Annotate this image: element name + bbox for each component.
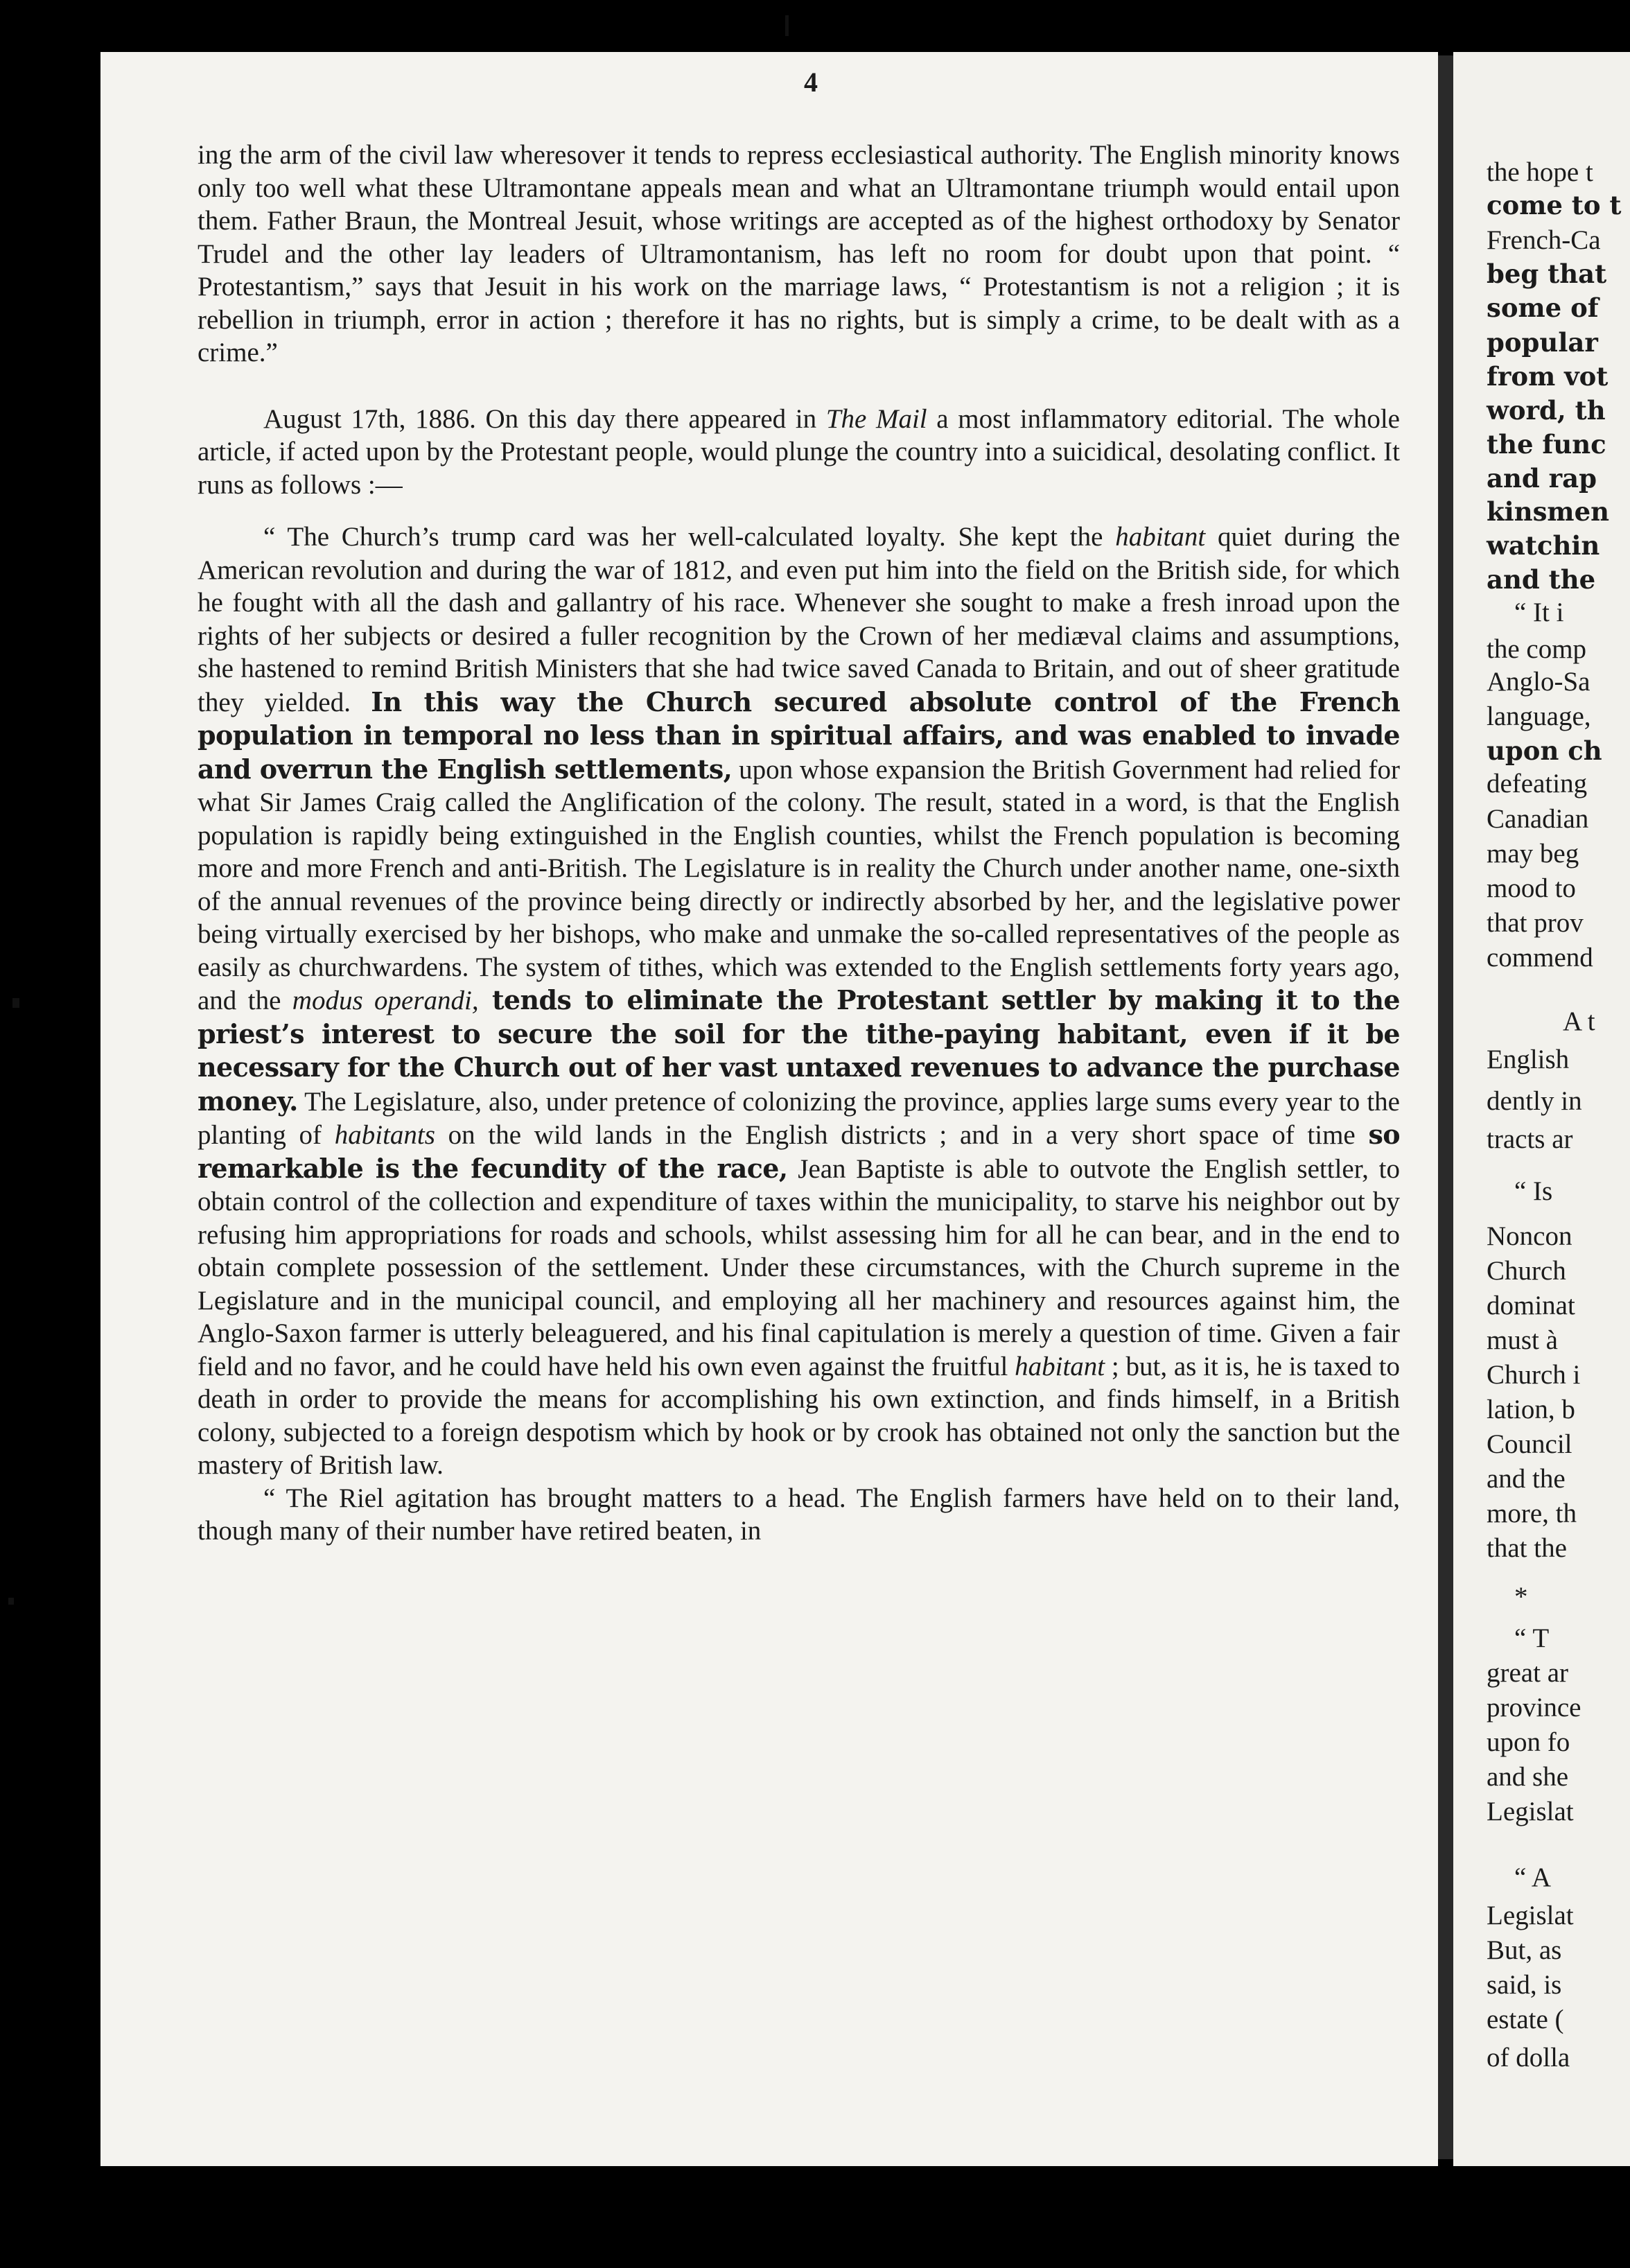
- right-page-line: may beg: [1487, 839, 1579, 869]
- right-page-line: from vot: [1487, 361, 1609, 392]
- right-page-line: some of: [1487, 293, 1599, 323]
- right-page-line: great ar: [1487, 1658, 1568, 1688]
- bold-passage-tithes: tends to eliminate the Protestant settler by making it to the priest’s interest to secure the soil for the tithe-paying habitant, even if it be necessary for the Church out of her vast untaxed revenues to advance the purchase money.: [198, 984, 1400, 1117]
- right-page-line: tracts ar: [1487, 1124, 1573, 1154]
- right-page-line: Council: [1487, 1429, 1572, 1459]
- scan-speck: [785, 15, 789, 36]
- right-page-line: estate (: [1487, 2005, 1564, 2034]
- right-page-line: province: [1487, 1693, 1581, 1722]
- right-page-line: must à: [1487, 1325, 1558, 1355]
- right-page-line: “ Is: [1514, 1176, 1553, 1206]
- right-page-line: the hope t: [1487, 157, 1593, 187]
- right-page-line: commend: [1487, 943, 1593, 972]
- right-page-line: A t: [1563, 1006, 1595, 1036]
- right-page-line: of dolla: [1487, 2043, 1570, 2073]
- right-page-line: Legislat: [1487, 1901, 1574, 1930]
- right-page-line: word, th: [1487, 395, 1606, 426]
- scan-speck: [8, 1598, 14, 1605]
- right-page: [1453, 52, 1630, 2166]
- right-page-line: and rap: [1487, 463, 1597, 494]
- right-page-line: Anglo-Sa: [1487, 667, 1590, 697]
- right-page-line: more, th: [1487, 1499, 1577, 1528]
- right-page-line: But, as: [1487, 1935, 1562, 1965]
- right-page-line: “ It i: [1514, 597, 1564, 627]
- right-page-line: English: [1487, 1045, 1570, 1074]
- paragraph-ultramontane: ing the arm of the civil law wheresover it tends to repress ecclesiastical authority. The English minority knows only too well what these Ultramontane appeals mean and what an Ultramontane triumph would entail upon them. Father Braun, the Montreal Jesuit, whose writings are accepted as of the highest orthodoxy by Senator Trudel and the other lay leaders of Ultramontanism, has left no room for doubt upon that point. “ Protestantism,” says that Jesuit in his work on the marriage laws, “ Protestantism is not a religion ; it is rebellion in triumph, error in action ; therefore it has no rights, but is simply a crime, to be dealt with as a crime.”: [198, 140, 1400, 367]
- quoted-editorial: “ The Church’s trump card was her well-calculated loyalty. She kept the habitant quiet during the American revolution and during the war of 1812, and even put him into the field on the British side, for which he fought with all the dash and gallantry of his race. Whenever she sought to make a fresh inroad upon the rights of her subjects or desired a fuller recognition by the Crown of her mediæval claims and assumptions, she hastened to remind British Ministers that she had twice saved Canada to Britain, and out of sheer gratitude they yielded. In this way the Church secured absolute control of the French population in temporal no less than in spiritual affairs, and was enabled to invade and overrun the English settlements, upon whose expansion the British Government had relied for what Sir James Craig called the Anglification of the colony. The result, stated in a word, is that the English population is rapidly being extinguished in the English counties, whilst the French population is becoming more and more French and anti-British. The Legislature is in reality the Church under another name, one-sixth of the annual revenues of the province being directly or indirectly absorbed by her, and the legislative power being virtually exercised by her bishops, who make and unmake the so-called representatives of the people as easily as churchwardens. The system of tithes, which was extended to the English settlements forty years ago, and the modus operandi, tends to eliminate the Protestant settler by making it to the priest’s interest to secure the soil for the tithe-paying habitant, even if it be necessary for the Church out of her vast untaxed revenues to advance the purchase money. The Legislature, also, under pretence of colonizing the province, applies large sums every year to the planting of habitants on the wild lands in the English districts ; and in a very short space of time so remarkable is the fecundity of the race, Jean Baptiste is able to outvote the English settler, to obtain control of the collection and expenditure of taxes within the municipality, to starve his neighbor out by refusing him appropriations for roads and schools, whilst assessing him for all he can bear, and in the end to obtain complete possession of the settlement. Under these circumstances, with the Church supreme in the Legislature and in the municipal council, and employing all her machinery and resources against him, the Anglo-Saxon farmer is utterly beleaguered, and his final capitulation is merely a question of time. Given a fair field and no favor, and he could have held his own even against the fruitful habitant ; but, as it is, he is taxed to death in order to provide the means for accomplishing his own extinction, and finds himself, in a British colony, subjected to a foreign despotism which by hook or by crook has obtained not only the sanction but the mastery of British law.: [198, 522, 1401, 1480]
- bold-passage-fecundity: so remarkable is the fecundity of the race,: [198, 1119, 1400, 1184]
- right-page-line: beg that: [1487, 259, 1607, 289]
- newspaper-title: The Mail: [825, 403, 927, 434]
- right-page-line: that the: [1487, 1533, 1567, 1563]
- right-page-line: and the: [1487, 1464, 1566, 1494]
- right-page-line: upon fo: [1487, 1727, 1570, 1757]
- right-page-line: Noncon: [1487, 1221, 1572, 1251]
- main-text-column: [198, 139, 1400, 1548]
- right-page-line: *: [1514, 1582, 1528, 1612]
- right-page-line: and she: [1487, 1762, 1569, 1792]
- right-page-line: the func: [1487, 429, 1606, 460]
- scan-speck: [12, 998, 19, 1008]
- paragraph-august-17: August 17th, 1886. On this day there appeared in The Mail a most inflammatory editorial. The whole article, if acted upon by the Protestant people, would plunge the country into a suicidical, desolating conflict. It runs as follows :—: [198, 403, 1400, 500]
- right-page-line: come to t: [1487, 190, 1622, 220]
- right-page-line: and the: [1487, 564, 1596, 595]
- right-page-line: kinsmen: [1487, 496, 1610, 527]
- right-page-line: watchin: [1487, 530, 1600, 561]
- right-page-line: said, is: [1487, 1970, 1562, 2000]
- paragraph-riel-agitation: “ The Riel agitation has brought matters to a head. The English farmers have held on to their land, though many of their number have retired beaten, in: [198, 1483, 1400, 1546]
- right-page-line: Church: [1487, 1256, 1566, 1286]
- right-page-line: mood to: [1487, 873, 1576, 903]
- right-page-line: that prov: [1487, 908, 1584, 938]
- right-page-line: “ A: [1514, 1863, 1552, 1892]
- right-page-line: Church i: [1487, 1360, 1581, 1390]
- book-spine: [1438, 55, 1453, 2159]
- bold-passage-church-control: In this way the Church secured absolute control of the French population in temporal no less than in spiritual affairs, and was enabled to invade and overrun the English settlements,: [198, 686, 1401, 785]
- right-page-line: popular: [1487, 327, 1598, 358]
- right-page-line: dently in: [1487, 1086, 1582, 1116]
- right-page-line: “ T: [1514, 1623, 1550, 1653]
- page-number: 4: [804, 67, 818, 98]
- right-page-line: the comp: [1487, 634, 1587, 664]
- right-page-line: defeating: [1487, 769, 1588, 799]
- right-page-line: upon ch: [1487, 735, 1602, 766]
- right-page-line: dominat: [1487, 1291, 1575, 1320]
- right-page-line: Canadian: [1487, 804, 1589, 834]
- right-page-line: Legislat: [1487, 1797, 1574, 1826]
- right-page-line: language,: [1487, 701, 1591, 731]
- right-page-line: lation, b: [1487, 1395, 1575, 1424]
- right-page-line: French-Ca: [1487, 225, 1601, 255]
